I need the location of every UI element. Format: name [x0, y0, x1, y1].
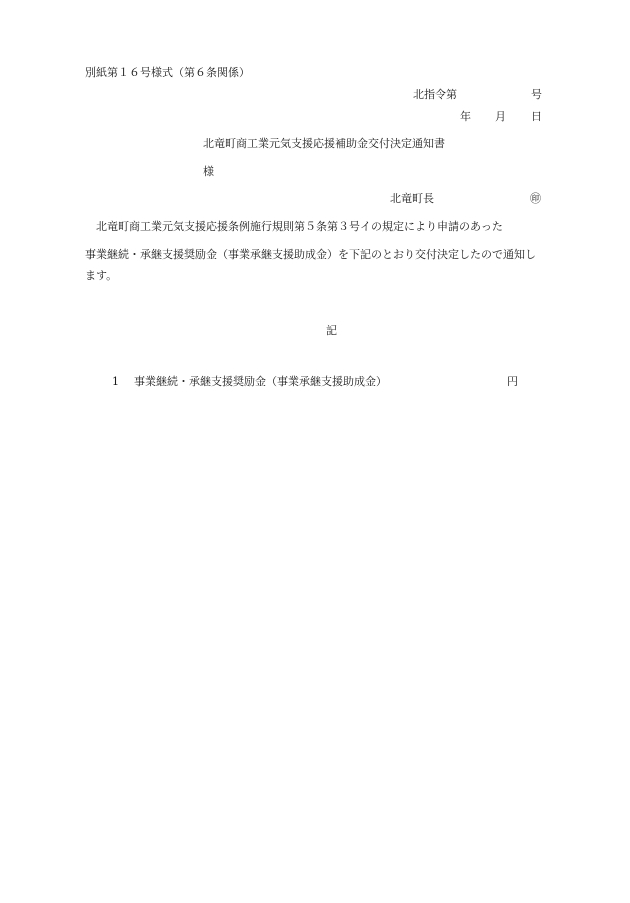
seal-mark: ㊞ — [530, 192, 541, 205]
item-number: 1 — [112, 375, 119, 388]
issuer-name: 北竜町長 — [390, 192, 434, 205]
document-number-suffix: 号 — [531, 88, 542, 101]
date-year: 年 — [460, 110, 471, 123]
document-title: 北竜町商工業元気支援応援補助金交付決定通知書 — [203, 137, 445, 150]
body-line-2: 事業継続・承継支援奨励金（事業承継支援助成金）を下記のとおり交付決定したので通知し — [85, 248, 536, 261]
item-label: 事業継続・承継支援奨励金（事業承継支援助成金） — [134, 375, 387, 388]
body-line-1: 北竜町商工業元気支援応援条例施行規則第５条第３号イの規定により申請のあった — [96, 220, 503, 233]
date-day: 日 — [531, 110, 542, 123]
date-month: 月 — [495, 110, 506, 123]
form-label: 別紙第１６号様式（第６条関係） — [85, 66, 250, 79]
recipient-honorific: 様 — [203, 165, 214, 178]
item-unit: 円 — [507, 375, 518, 388]
ki-heading: 記 — [326, 324, 337, 337]
document-number-prefix: 北指令第 — [413, 88, 457, 101]
body-line-3: ます。 — [85, 269, 118, 282]
